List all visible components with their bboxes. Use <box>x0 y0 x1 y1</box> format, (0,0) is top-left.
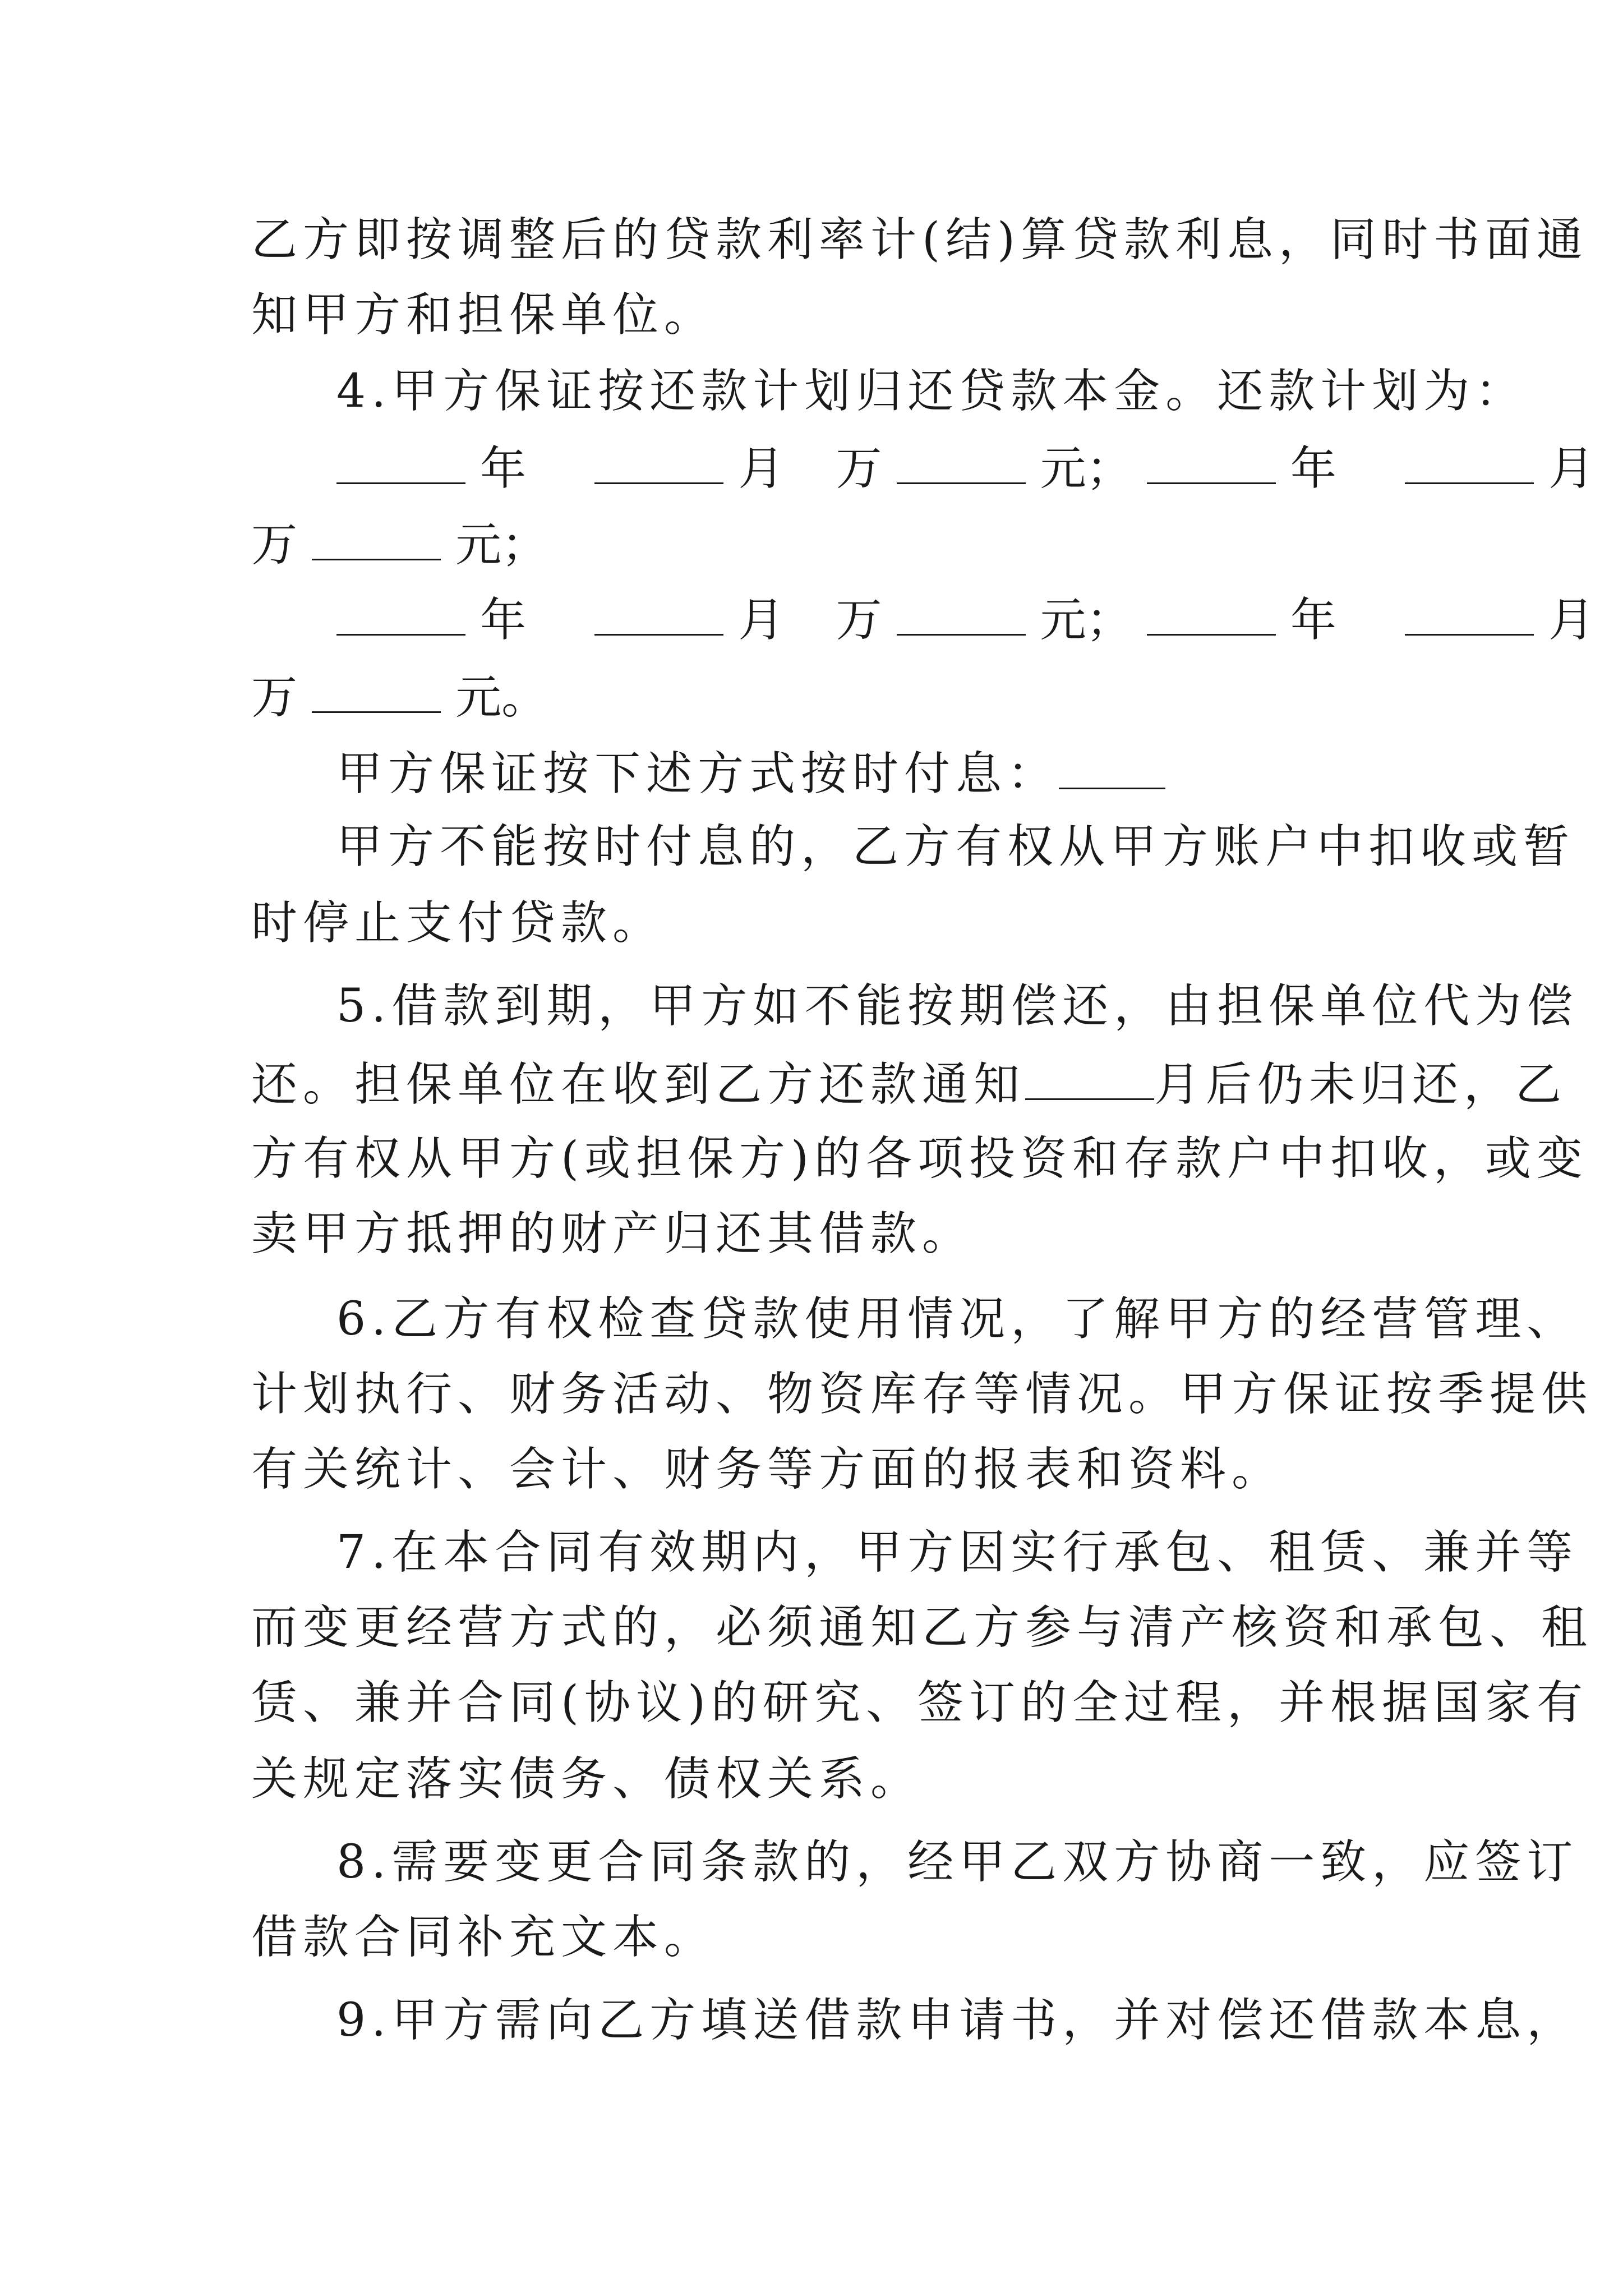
month-label: 月 <box>738 593 785 647</box>
paragraph-line: 赁、兼并合同(协议)的研究、签订的全过程，并根据国家有 <box>251 1676 1588 1729</box>
blank-field <box>1059 744 1165 789</box>
paragraph-line: 5.借款到期，甲方如不能按期偿还，由担保单位代为偿 <box>336 979 1579 1033</box>
month-label: 月 <box>738 442 785 495</box>
repayment-schedule-row <box>251 515 547 573</box>
repayment-schedule-row <box>251 668 547 726</box>
paragraph-line: 9.甲方需向乙方填送借款申请书，并对偿还借款本息， <box>336 1994 1579 2047</box>
wan-label: 万 <box>836 593 882 647</box>
paragraph-line: 4.甲方保证按还款计划归还贷款本金。还款计划为： <box>336 365 1527 418</box>
yuan-label: 元； <box>455 518 548 572</box>
month-label: 月 <box>1548 442 1595 495</box>
yuan-label: 元； <box>1040 442 1132 495</box>
paragraph-line: 计划执行、财务活动、物资库存等情况。甲方保证按季提供 <box>251 1368 1593 1421</box>
paragraph-line: 甲方不能按时付息的，乙方有权从甲方账户中扣收或暂 <box>336 820 1575 873</box>
paragraph-line: 而变更经营方式的，必须通知乙方参与清产核资和承包、租 <box>251 1601 1593 1654</box>
wan-label: 万 <box>836 442 882 495</box>
repayment-schedule-row <box>336 590 1594 648</box>
blank-field <box>1025 1055 1154 1100</box>
year-label: 年 <box>480 442 527 495</box>
blank-field <box>1405 590 1534 636</box>
year-label: 年 <box>480 593 527 647</box>
yuan-label: 元； <box>1040 593 1132 647</box>
interest-method-text: 甲方保证按下述方式按时付息： <box>336 747 1059 800</box>
wan-label: 万 <box>251 518 298 572</box>
month-label: 月 <box>1548 593 1595 647</box>
wan-label: 万 <box>251 671 298 724</box>
notice-text-tail: 月后仍未归还，乙 <box>1154 1058 1567 1111</box>
blank-field <box>1405 439 1534 484</box>
blank-field <box>336 439 465 484</box>
paragraph-line: 6.乙方有权检查贷款使用情况，了解甲方的经营管理、 <box>336 1292 1579 1346</box>
repayment-schedule-row <box>336 439 1594 497</box>
year-label: 年 <box>1290 442 1336 495</box>
paragraph-line <box>336 744 1165 802</box>
paragraph-line: 知甲方和担保单位。 <box>251 288 716 342</box>
paragraph-line: 有关统计、会计、财务等方面的报表和资料。 <box>251 1443 1284 1496</box>
paragraph-line: 卖甲方抵押的财产归还其借款。 <box>251 1207 974 1260</box>
year-label: 年 <box>1290 593 1336 647</box>
paragraph-line: 时停止支付贷款。 <box>251 896 665 950</box>
notice-text: 还。担保单位在收到乙方还款通知 <box>251 1058 1026 1111</box>
paragraph-line: 借款合同补充文本。 <box>251 1911 716 1964</box>
blank-field <box>1147 590 1276 636</box>
blank-field <box>1147 439 1276 484</box>
blank-field <box>897 590 1026 636</box>
blank-field <box>312 668 441 713</box>
paragraph-line: 乙方即按调整后的贷款利率计(结)算贷款利息，同时书面通 <box>251 213 1588 266</box>
blank-field <box>336 590 465 636</box>
paragraph-line: 关规定落实债务、债权关系。 <box>251 1752 923 1806</box>
paragraph-line <box>251 1055 1567 1113</box>
blank-field <box>897 439 1026 484</box>
blank-field <box>312 515 441 560</box>
paragraph-line: 8.需要变更合同条款的，经甲乙双方协商一致，应签订 <box>336 1835 1579 1889</box>
paragraph-line: 方有权从甲方(或担保方)的各项投资和存款户中扣收，或变 <box>251 1132 1588 1185</box>
blank-field <box>594 439 723 484</box>
blank-field <box>594 590 723 636</box>
paragraph-line: 7.在本合同有效期内，甲方因实行承包、租赁、兼并等 <box>336 1526 1579 1579</box>
yuan-label: 元。 <box>455 671 548 724</box>
